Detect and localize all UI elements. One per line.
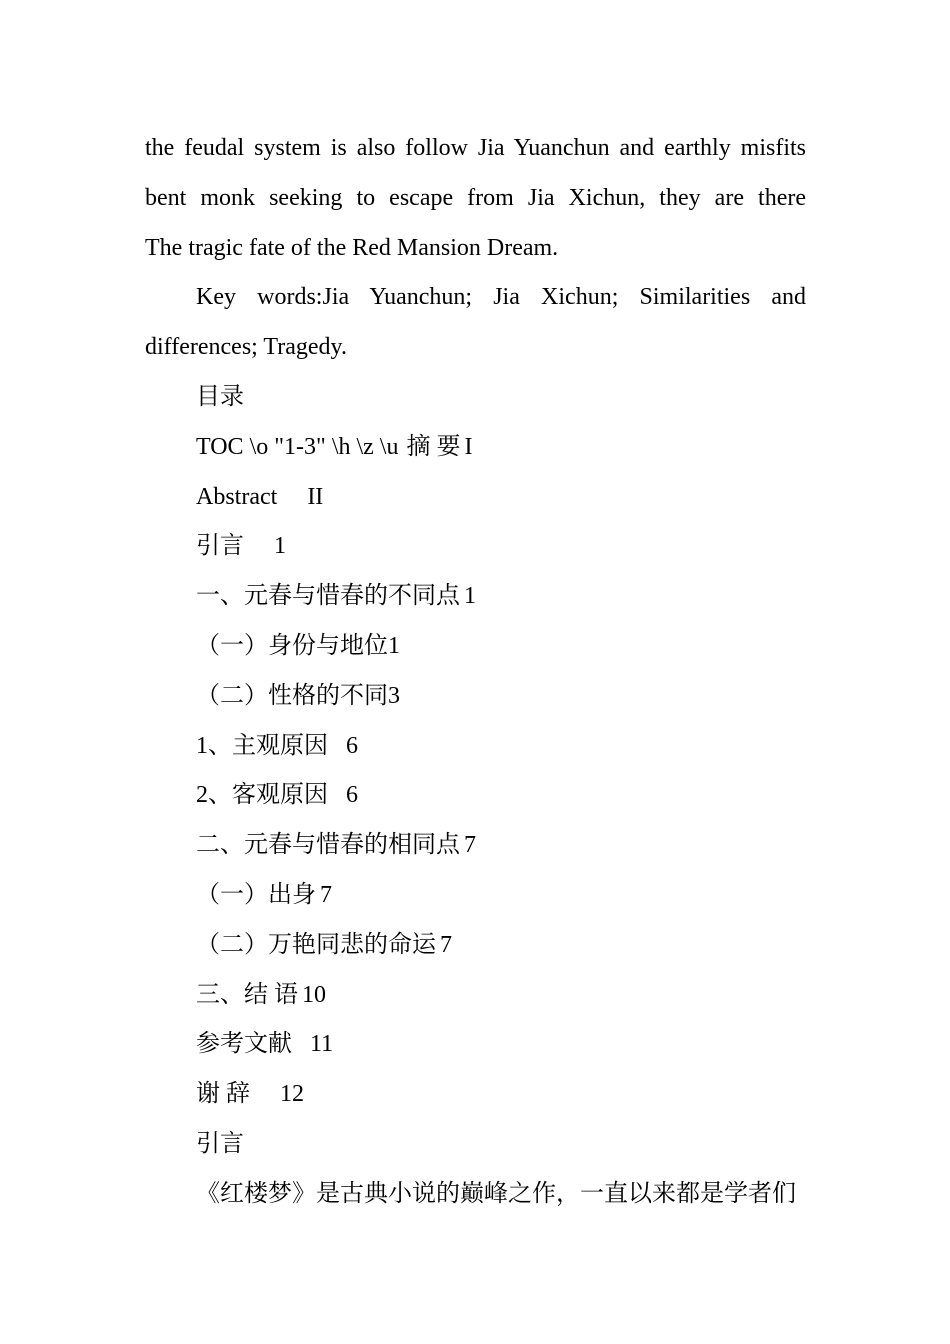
- toc-field-code: TOC \o "1-3" \h \z \u: [196, 433, 399, 460]
- toc-entry[interactable]: [145, 672, 806, 722]
- toc-entry-page: 3: [388, 682, 400, 709]
- toc-entry-title: 2、客观原因: [196, 782, 328, 809]
- toc-entry-page: 7: [440, 931, 452, 958]
- toc-entry[interactable]: [145, 921, 806, 971]
- toc-heading: 目录: [196, 383, 244, 410]
- toc-entry-title: （一）出身: [196, 881, 316, 908]
- toc-entry-page: II: [307, 483, 324, 510]
- toc-entry[interactable]: [145, 722, 806, 772]
- toc-entry[interactable]: [145, 971, 806, 1021]
- toc-entry-page: 1: [388, 632, 400, 659]
- toc-entry[interactable]: [145, 1020, 806, 1070]
- toc-entry-page: 6: [346, 732, 358, 759]
- toc-entry[interactable]: [145, 1070, 806, 1120]
- toc-entry-title: 三、结 语: [196, 981, 298, 1008]
- toc-entry[interactable]: [145, 771, 806, 821]
- abstract-line: bent monk seeking to escape from Jia Xichun, they are there: [145, 184, 806, 211]
- toc-entry[interactable]: [145, 572, 806, 622]
- toc-entry-title: 二、元春与惜春的相同点: [196, 832, 460, 859]
- toc-entry-page: 12: [280, 1081, 304, 1108]
- toc-entry-page: 1: [464, 583, 476, 610]
- toc-entry[interactable]: [145, 821, 806, 871]
- keywords-line: differences; Tragedy.: [145, 334, 347, 361]
- toc-entry-page: I: [464, 433, 473, 460]
- document-page: [145, 124, 806, 1220]
- keywords-line: Key words:Jia Yuanchun; Jia Xichun; Similarities and: [196, 284, 806, 311]
- abstract-line: The tragic fate of the Red Mansion Dream.: [145, 234, 559, 261]
- toc-entry-title: （一）身份与地位: [196, 632, 388, 659]
- toc-entry-page: 7: [320, 881, 332, 908]
- toc-entry[interactable]: [145, 871, 806, 921]
- toc-entry-page: 1: [274, 533, 286, 560]
- toc-entry-title: 1、主观原因: [196, 732, 328, 759]
- toc-entry-page: 11: [310, 1031, 334, 1058]
- toc-entry-title: 谢 辞: [196, 1081, 250, 1108]
- toc-entry-page: 10: [302, 981, 326, 1008]
- toc-entry-page: 7: [464, 832, 476, 859]
- toc-entry-title: （二）性格的不同: [196, 682, 388, 709]
- toc-entry-title: 参考文献: [196, 1031, 292, 1058]
- toc-entry-title: （二）万艳同悲的命运: [196, 931, 436, 958]
- toc-entry-page: 6: [346, 782, 358, 809]
- toc-entry-title: 引言: [196, 533, 244, 560]
- toc-entry-title: 摘 要: [406, 433, 461, 460]
- toc-entry-title: 一、元春与惜春的不同点: [196, 583, 460, 610]
- abstract-line: the feudal system is also follow Jia Yuanchun and earthly misfits: [145, 135, 806, 161]
- toc-entry[interactable]: [145, 473, 806, 523]
- body-text-line: 《红楼梦》是古典小说的巅峰之作，一直以来都是学者们: [196, 1180, 796, 1207]
- toc-entry-title: Abstract: [196, 483, 278, 510]
- toc-entry[interactable]: [145, 423, 806, 473]
- section-heading-intro: 引言: [196, 1130, 244, 1157]
- toc-entry[interactable]: [145, 622, 806, 672]
- toc-entry[interactable]: [145, 522, 806, 572]
